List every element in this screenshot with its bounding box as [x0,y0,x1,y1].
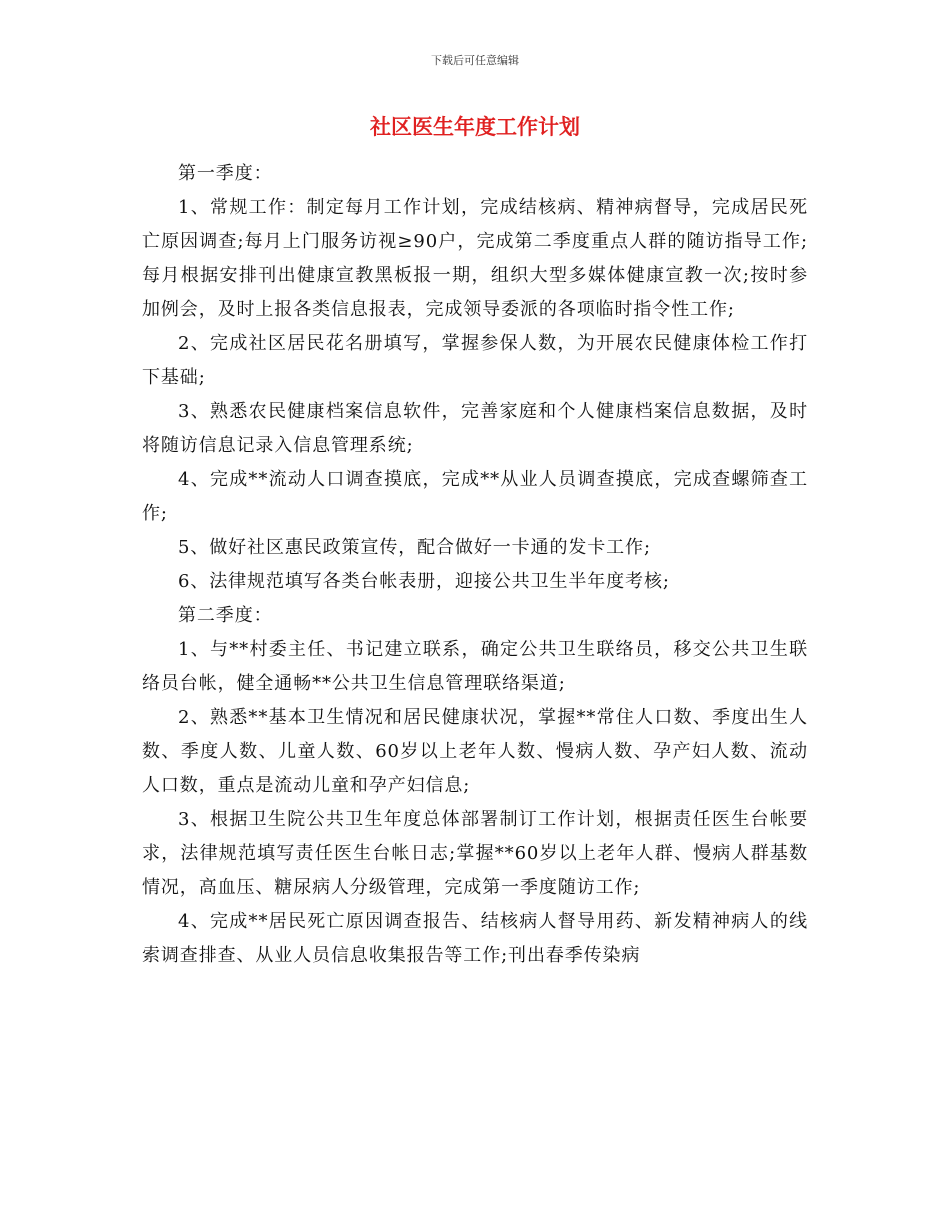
paragraph: 4、完成**流动人口调查摸底，完成**从业人员调查摸底，完成查螺筛查工作; [142,469,808,524]
paragraph: 3、根据卫生院公共卫生年度总体部署制订工作计划，根据责任医生台帐要求，法律规范填写责任医生台帐日志;掌握**60岁以上老年人群、慢病人群基数情况，高血压、糖尿病人分级管理，完成第一季度随访工作; [142,809,808,898]
paragraph: 1、常规工作：制定每月工作计划，完成结核病、精神病督导，完成居民死亡原因调查;每月上门服务访视≥90户，完成第二季度重点人群的随访指导工作;每月根据安排刊出健康宣教黑板报一期，组织大型多媒体健康宣教一次;按时参加例会，及时上报各类信息报表，完成领导委派的各项临时指令性工作; [142,197,808,320]
paragraph: 4、完成**居民死亡原因调查报告、结核病人督导用药、新发精神病人的线索调查排查、从业人员信息收集报告等工作;刊出春季传染病 [142,911,808,966]
section-heading: 第二季度： [178,605,273,626]
paragraph: 1、与**村委主任、书记建立联系，确定公共卫生联络员，移交公共卫生联络员台帐，健全通畅**公共卫生信息管理联络渠道; [142,639,808,694]
paragraph: 6、法律规范填写各类台帐表册，迎接公共卫生半年度考核; [178,571,670,592]
section-q1 [142,157,808,599]
paragraph: 5、做好社区惠民政策宣传，配合做好一卡通的发卡工作; [178,537,651,558]
paragraph: 3、熟悉农民健康档案信息软件，完善家庭和个人健康档案信息数据，及时将随访信息记录入信息管理系统; [142,401,808,456]
paragraph: 2、完成社区居民花名册填写，掌握参保人数，为开展农民健康体检工作打下基础; [142,333,808,388]
page-header-note: 下载后可任意编辑 [431,54,519,67]
section-heading: 第一季度： [178,163,273,184]
document-title: 社区医生年度工作计划 [370,114,580,139]
section-q2 [142,599,808,973]
document-body [142,157,808,973]
paragraph: 2、熟悉**基本卫生情况和居民健康状况，掌握**常住人口数、季度出生人数、季度人数、儿童人数、60岁以上老年人数、慢病人数、孕产妇人数、流动人口数，重点是流动儿童和孕产妇信息; [142,707,808,796]
